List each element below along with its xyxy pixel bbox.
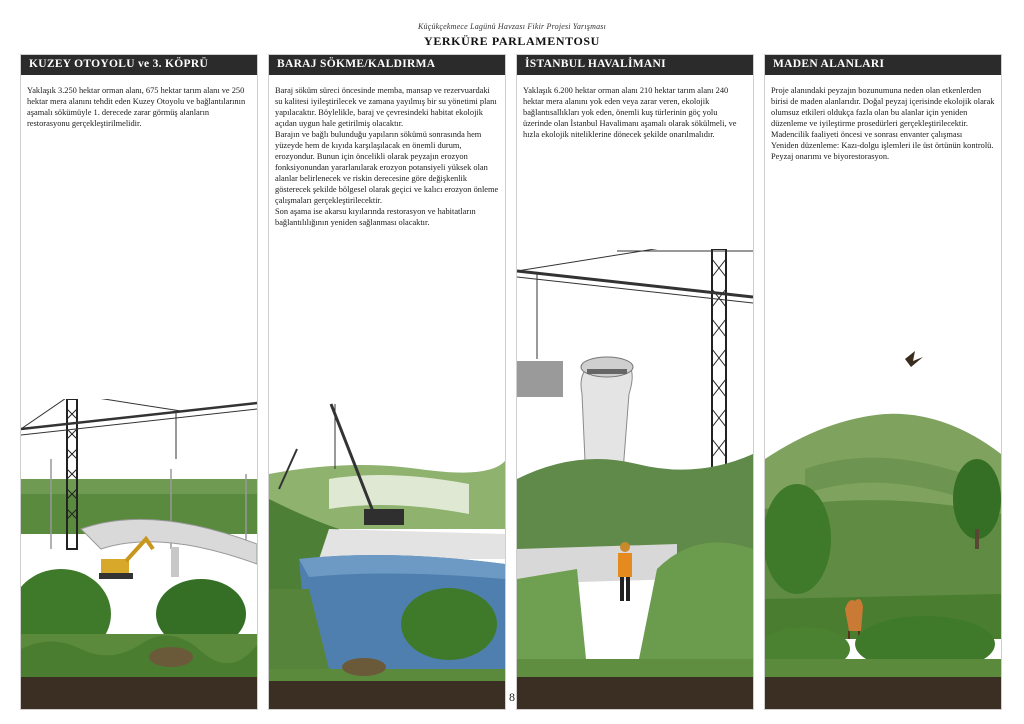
panel-kuzey-otoyolu: [20, 54, 258, 710]
panel-text: [517, 75, 753, 140]
page-number: 8: [509, 690, 515, 704]
panel-title: MADEN ALANLARI: [765, 55, 1001, 75]
highway-crane-illustration: [21, 399, 257, 709]
panel-paragraph: Yeniden düzenleme: Kazı-dolgu işlemleri ile üst örtünün kontrolü.: [771, 141, 994, 150]
panel-text: [21, 75, 257, 129]
mining-landscape-illustration: [765, 339, 1001, 709]
dam-removal-illustration: [269, 399, 505, 709]
panel-title: İSTANBUL HAVALİMANI: [517, 55, 753, 75]
panel-text: [765, 75, 1001, 162]
panel-baraj-sokme: [268, 54, 506, 710]
panel-paragraph: Son aşama ise akarsu kıyılarında restorasyon ve habitatların bağlantılılığının yeniden sağlanması olacaktır.: [275, 207, 476, 227]
airport-tower-illustration: [517, 249, 753, 709]
competition-subtitle: Küçükçekmece Lagünü Havzası Fikir Projesi Yarışması: [417, 22, 607, 31]
panel-paragraph: Baraj söküm süreci öncesinde memba, mansap ve rezervuardaki su kalitesi iyileştirilecek ve zamana yayılmış bir su yönetimi planı yapılacaktır. Böylelikle, baraj ve çevresindeki habitat ekolojik açıdan uygun hale getirilmiş olacaktır.: [275, 86, 497, 128]
panel-paragraph: Barajın ve bağlı bulunduğu yapıların sökümü sonrasında hem yüzeyde hem de kıyıda karşılaşılacak en önemli durum, erozyondur. Bunun için öncelikli olarak peyzajın erozyon fonksiyonundan yararlanılarak erozyon potansiyeli yüksek olan alanlar belirlenecek ve riskin derecesine göre değişkenlik gösterecek şekilde bölgesel olarak geçici ve kalıcı erozyon önleme çalışmaları gerçekleştirilecektir.: [275, 130, 499, 205]
tortoise-icon: [342, 658, 386, 676]
tortoise-icon: [149, 647, 193, 667]
panel-istanbul-havalimani: [516, 54, 754, 710]
page-header: [0, 22, 1024, 49]
panel-title: KUZEY OTOYOLU ve 3. KÖPRÜ: [21, 55, 257, 75]
panel-paragraph: Peyzaj onarımı ve biyorestorasyon.: [771, 152, 890, 161]
panel-text: [269, 75, 505, 228]
panel-paragraph: Yaklaşık 6.200 hektar orman alanı 210 hektar tarım alanı 240 hektar mera alanını yok eden veya zarar veren, ekolojik bağlantısallıkları yok eden, önemli kuş türlerinin göç yolu üzerinde olan İstanbul Havalimanı aşamalı olarak sökülmeli, ve hızla ekolojik niteliklerine dönecek şekilde onarılmalıdır.: [523, 86, 737, 139]
panel-paragraph: Madencilik faaliyeti öncesi ve sonrası envanter çalışması: [771, 130, 963, 139]
panel-maden-alanlari: [764, 54, 1002, 710]
panel-title: BARAJ SÖKME/KALDIRMA: [269, 55, 505, 75]
panel-paragraph: Proje alanındaki peyzajın bozunumuna neden olan etkenlerden birisi de maden alanlarıdır. Doğal peyzaj içerisinde ekolojik olarak olumsuz etkileri oldukça fazla olan bu alanlar için yeniden düzenleme ve iyileştirme prosedürleri gerçekleştirilecektir.: [771, 86, 995, 128]
panel-paragraph: Yaklaşık 3.250 hektar orman alanı, 675 hektar tarım alanı ve 250 hektar mera alanını tehdit eden Kuzey Otoyolu ve bağlantılarının aşamalı sökümüyle 1. derecede zarar görmüş alanların restorasyonu gerçekleştirilmelidir.: [27, 86, 246, 128]
page-title: YERKÜRE PARLAMENTOSU: [424, 34, 600, 48]
